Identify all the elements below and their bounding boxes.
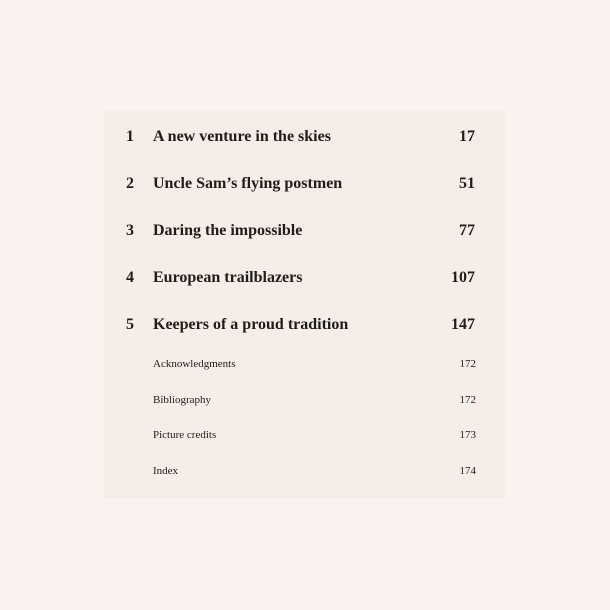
- chapter-page-number: 147: [451, 316, 475, 333]
- contents-page: [104, 111, 505, 499]
- back-matter-page-number: 173: [459, 429, 476, 441]
- back-matter-title: Picture credits: [153, 429, 217, 441]
- back-matter-page-number: 172: [459, 394, 476, 406]
- chapter-title: European trailblazers: [153, 269, 303, 286]
- back-matter-title: Bibliography: [153, 394, 212, 406]
- back-matter-page-number: 174: [459, 465, 476, 477]
- chapter-title: Uncle Sam’s flying postmen: [153, 175, 343, 192]
- chapter-number: 5: [126, 316, 134, 333]
- chapter-page-number: 107: [451, 269, 475, 286]
- chapter-number: 1: [126, 128, 134, 145]
- back-matter-title: Acknowledgments: [153, 358, 236, 370]
- back-matter-title: Index: [153, 465, 179, 477]
- chapter-page-number: 51: [459, 175, 475, 192]
- chapter-number: 3: [126, 222, 134, 239]
- back-matter-page-number: 172: [459, 358, 476, 370]
- chapter-page-number: 77: [459, 222, 475, 239]
- chapter-title: Keepers of a proud tradition: [153, 316, 349, 333]
- chapter-page-number: 17: [459, 128, 475, 145]
- chapter-number: 2: [126, 175, 134, 192]
- chapter-title: Daring the impossible: [153, 222, 303, 239]
- chapter-number: 4: [126, 269, 134, 286]
- chapter-title: A new venture in the skies: [153, 128, 331, 145]
